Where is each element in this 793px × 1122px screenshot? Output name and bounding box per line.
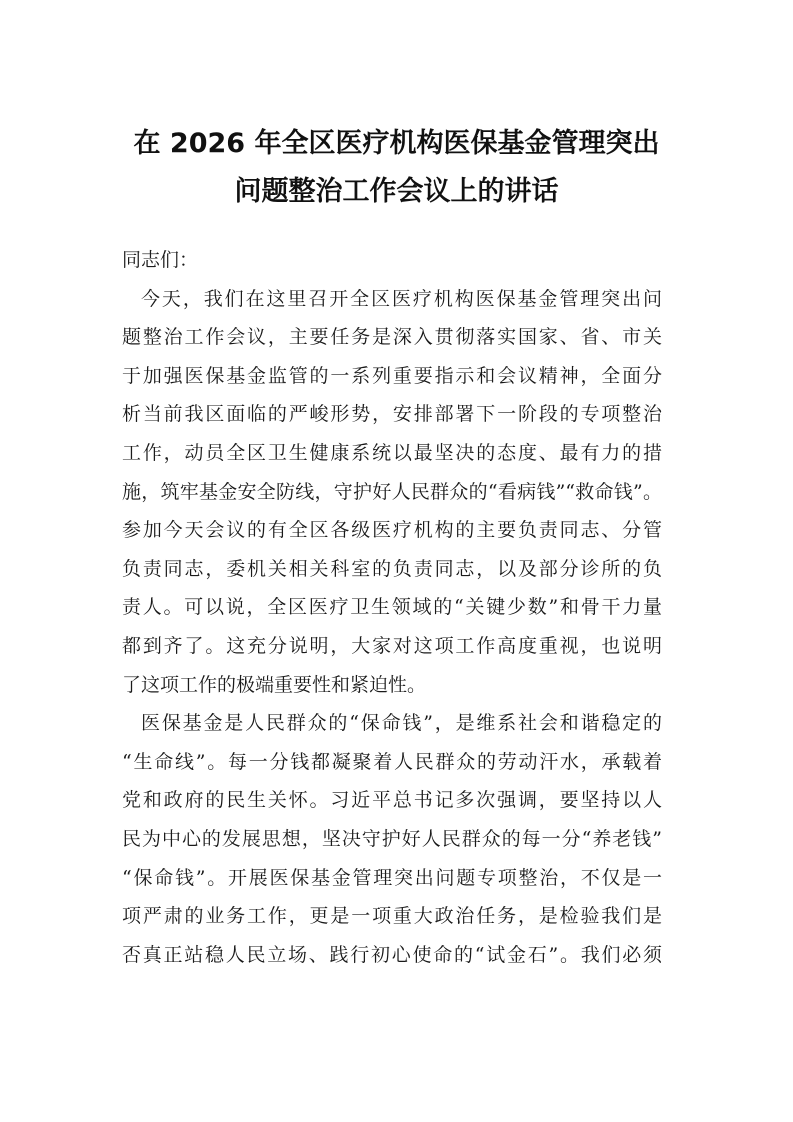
body-line: 否真正站稳人民立场、践行初心使命的“试金石”。我们必须 bbox=[122, 943, 662, 966]
body-line: 项严肃的业务工作，更是一项重大政治任务，是检验我们是 bbox=[122, 905, 662, 928]
body-line: 今天，我们在这里召开全区医疗机构医保基金管理突出问 bbox=[141, 287, 662, 310]
body-line: 负责同志，委机关相关科室的负责同志，以及部分诊所的负 bbox=[122, 557, 662, 580]
body-line: “生命线”。每一分钱都凝聚着人民群众的劳动汗水，承载着 bbox=[122, 750, 662, 773]
body-line: 参加今天会议的有全区各级医疗机构的主要负责同志、分管 bbox=[122, 519, 662, 542]
document-title-line-1: 在 2026 年全区医疗机构医保基金管理突出 bbox=[133, 128, 660, 159]
document-title-line-2: 问题整治工作会议上的讲话 bbox=[234, 176, 559, 207]
body-line: 于加强医保基金监管的一系列重要指示和会议精神，全面分 bbox=[122, 364, 662, 387]
body-line: 题整治工作会议，主要任务是深入贯彻落实国家、省、市关 bbox=[122, 326, 662, 349]
body-line: 民为中心的发展思想，坚决守护好人民群众的每一分“养老钱” bbox=[122, 827, 662, 850]
body-line: 工作，动员全区卫生健康系统以最坚决的态度、最有力的措 bbox=[122, 441, 662, 464]
body-line: 施，筑牢基金安全防线，守护好人民群众的“看病钱”“救命钱”。 bbox=[122, 480, 662, 503]
speech-body bbox=[122, 241, 662, 974]
body-line: 责人。可以说，全区医疗卫生领域的“关键少数”和骨干力量 bbox=[122, 596, 662, 619]
body-line: 医保基金是人民群众的“保命钱”，是维系社会和谐稳定的 bbox=[141, 712, 662, 735]
body-line: 析当前我区面临的严峻形势，安排部署下一阶段的专项整治 bbox=[122, 403, 662, 426]
body-line: “保命钱”。开展医保基金管理突出问题专项整治，不仅是一 bbox=[122, 866, 662, 889]
salutation: 同志们： bbox=[122, 249, 199, 271]
body-line: 了这项工作的极端重要性和紧迫性。 bbox=[122, 673, 427, 696]
body-line: 党和政府的民生关怀。习近平总书记多次强调，要坚持以人 bbox=[122, 789, 662, 812]
body-line: 都到齐了。这充分说明，大家对这项工作高度重视，也说明 bbox=[122, 634, 662, 657]
